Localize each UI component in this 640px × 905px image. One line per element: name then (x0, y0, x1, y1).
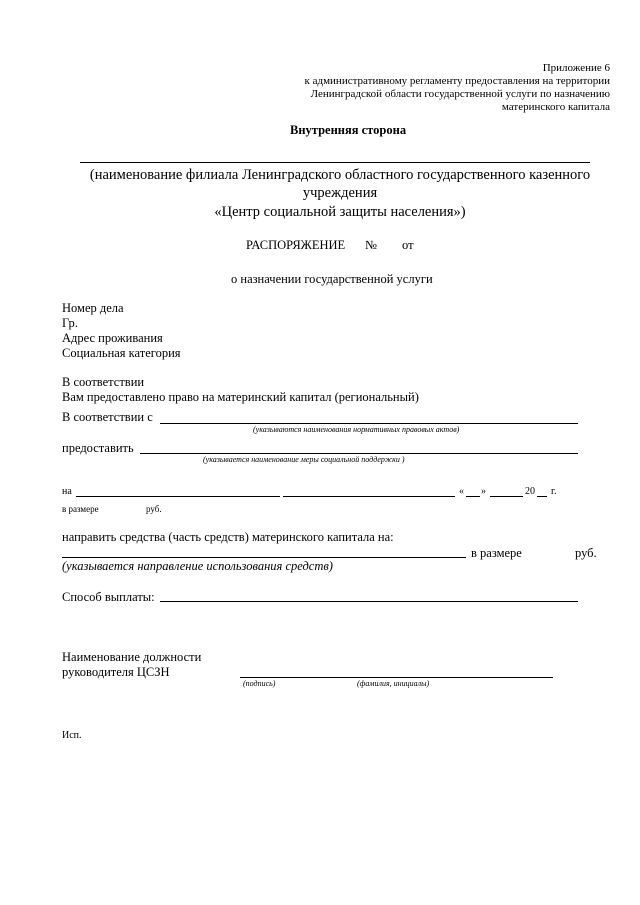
hint-acts: (указываются наименования нормативных правовых актов) (253, 425, 460, 434)
address-label: Адрес проживания (62, 331, 163, 345)
hint-name: (фамилия, инициалы) (357, 679, 430, 688)
date-day-line (466, 496, 480, 497)
order-subject: о назначении государственной услуги (231, 272, 433, 286)
on-line-1 (76, 496, 280, 497)
org-line-2: учреждения (302, 185, 378, 201)
date-month-line (490, 496, 523, 497)
order-title: РАСПОРЯЖЕНИЕ (246, 238, 346, 252)
amount-label: в размере (62, 504, 99, 514)
order-from: от (402, 238, 414, 252)
hint-direction: (указывается направление использования средств) (62, 559, 333, 573)
amount-label-2: в размере (471, 546, 522, 560)
on-label: на (62, 486, 72, 497)
date-quote-open: « (459, 486, 464, 497)
acts-line (160, 423, 578, 424)
org-name-line (80, 162, 590, 163)
signature-line (240, 677, 553, 678)
direct-funds-text: направить средства (часть средств) материнского капитала на: (62, 530, 394, 544)
year-prefix: 20 (525, 486, 535, 497)
payment-method-line (160, 601, 578, 602)
provide-label: предоставить (62, 441, 134, 455)
year-suffix: г. (551, 486, 557, 497)
appendix-line-2: к административному регламенту предоставления на территории (304, 75, 610, 87)
rub-label: руб. (146, 504, 162, 514)
hint-sign: (подпись) (243, 679, 276, 688)
date-year-line (537, 496, 547, 497)
citizen-label: Гр. (62, 316, 78, 330)
direction-line (62, 557, 466, 558)
measure-line (140, 453, 578, 454)
side-title: Внутренняя сторона (290, 123, 407, 137)
according-text: В соответствии (62, 375, 145, 389)
position-line-1: Наименование должности (62, 650, 202, 664)
org-line-1: (наименование филиала Ленинградского областного государственного казенного (89, 167, 591, 183)
social-category-label: Социальная категория (62, 346, 181, 360)
on-line-2 (283, 496, 455, 497)
date-quote-close: » (481, 486, 486, 497)
executor-label: Исп. (62, 730, 82, 741)
granted-right-text: Вам предоставлено право на материнский капитал (региональный) (62, 390, 419, 404)
position-line-2: руководителя ЦСЗН (62, 665, 170, 679)
order-number-sign: № (365, 238, 377, 252)
payment-method-label: Способ выплаты: (62, 590, 155, 604)
org-line-3: «Центр социальной защиты населения») (214, 204, 466, 220)
case-number-label: Номер дела (62, 301, 124, 315)
rub-label-2: руб. (575, 546, 597, 560)
appendix-line-4: материнского капитала (501, 101, 610, 113)
hint-measure: (указывается наименование меры социальной поддержки ) (203, 455, 405, 464)
appendix-line-1: Приложение 6 (542, 62, 610, 74)
according-with-label: В соответствии с (62, 410, 153, 424)
appendix-line-3: Ленинградской области государственной услуги по назначению (310, 88, 610, 100)
